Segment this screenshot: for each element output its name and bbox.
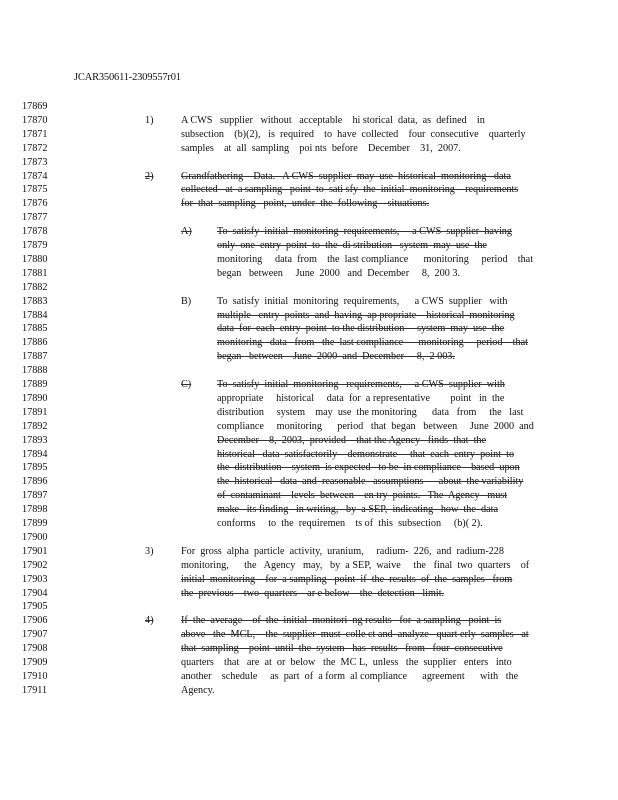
line-text: quarters that are at or below the MC L, unless the supplier enters into xyxy=(181,657,512,668)
line-text: December 8, 2003, provided that the Agency finds that the xyxy=(217,434,487,446)
document-line xyxy=(0,142,618,156)
line-text: monitoring data from the last compliance monitoring period that xyxy=(217,337,528,349)
line-number: 17874 xyxy=(22,170,48,182)
line-text: multiple entry points and having ap propriate historical monitoring xyxy=(217,309,515,321)
line-text: compliance monitoring period that began between June 2000 and xyxy=(217,420,534,432)
line-number: 17895 xyxy=(22,462,48,474)
document-line xyxy=(0,434,618,448)
line-text: If the average of the initial monitori ng results for a sampling point is xyxy=(181,615,502,627)
document-line xyxy=(0,197,618,211)
line-text: of contaminant levels between en try points. The Agency must xyxy=(217,490,508,502)
line-number: 17901 xyxy=(22,545,48,557)
line-text: above the MCL, the supplier must colle ct and analyze quart erly samples at xyxy=(181,629,529,641)
line-number: 17909 xyxy=(22,657,48,668)
line-number: 17894 xyxy=(22,448,48,460)
line-text: To satisfy initial monitoring requirements, a CWS supplier having xyxy=(217,226,512,238)
list-marker: 2) xyxy=(145,170,154,182)
line-number: 17886 xyxy=(22,337,48,349)
line-number: 17910 xyxy=(22,670,48,682)
document-line xyxy=(0,489,618,503)
document-line xyxy=(0,587,618,601)
document-line xyxy=(0,100,618,114)
document-line xyxy=(0,642,618,656)
document-line xyxy=(0,614,618,628)
line-number: 17876 xyxy=(22,198,48,210)
line-text: the historical data and reasonable assumptions about the variability xyxy=(217,476,524,488)
line-text: Agency. xyxy=(181,684,215,696)
line-number: 17877 xyxy=(22,212,48,224)
document-line xyxy=(0,448,618,462)
line-number: 17890 xyxy=(22,392,48,404)
line-text: that sampling point until the system has results from four consecutive xyxy=(181,643,503,655)
document-line xyxy=(0,211,618,225)
line-text: began between June 2000 and December 8, 2 003. xyxy=(217,351,455,363)
document-header-id: JCAR350611-2309557r01 xyxy=(74,72,181,83)
line-number: 17885 xyxy=(22,323,48,335)
line-number: 17898 xyxy=(22,504,48,516)
document-line xyxy=(0,281,618,295)
line-number: 17872 xyxy=(22,142,48,154)
line-text: To satisfy initial monitoring requirements, a CWS supplier with xyxy=(217,295,508,307)
line-text: appropriate historical data for a representative point in the xyxy=(217,392,505,404)
line-text: distribution system may use the monitoring data from the last xyxy=(217,406,524,418)
line-number: 17869 xyxy=(22,101,48,112)
line-text: monitoring data from the last compliance monitoring period that xyxy=(217,253,534,265)
document-line xyxy=(0,684,618,698)
line-text: another schedule as part of a form al compliance agreement with the xyxy=(181,670,519,682)
document-line xyxy=(0,600,618,614)
document-line xyxy=(0,170,618,184)
line-text: A CWS supplier without acceptable hi storical data, as defined in xyxy=(181,114,485,126)
document-line xyxy=(0,420,618,434)
line-number: 17875 xyxy=(22,184,48,196)
document-line xyxy=(0,656,618,670)
document-line xyxy=(0,239,618,253)
line-text: Grandfathering Data. A CWS supplier may use historical monitoring data xyxy=(181,170,511,182)
document-line xyxy=(0,573,618,587)
document-line xyxy=(0,295,618,309)
line-text: only one entry point to the di stribution system may use the xyxy=(217,240,487,251)
document-line xyxy=(0,156,618,170)
line-number: 17907 xyxy=(22,629,48,641)
document-line xyxy=(0,253,618,267)
document-line xyxy=(0,322,618,336)
line-number: 17880 xyxy=(22,253,48,265)
line-text: the distribution system is expected to be in compliance based upon xyxy=(217,462,520,474)
line-number: 17871 xyxy=(22,128,48,140)
document-line xyxy=(0,350,618,364)
list-marker: A) xyxy=(181,226,192,238)
line-number: 17878 xyxy=(22,226,48,238)
line-text: samples at all sampling poi nts before December 31, 2007. xyxy=(181,142,461,154)
line-number: 17889 xyxy=(22,379,48,390)
line-number: 17881 xyxy=(22,267,48,279)
line-number: 17870 xyxy=(22,114,48,126)
line-number: 17873 xyxy=(22,156,48,168)
line-text: the previous two quarters ar e below the detection limit. xyxy=(181,587,445,599)
document-line xyxy=(0,461,618,475)
document-line xyxy=(0,225,618,239)
line-text: data for each entry point to the distribution system may use the xyxy=(217,323,505,335)
document-line xyxy=(0,183,618,197)
line-text: For gross alpha particle activity, uranium, radium- 226, and radium-228 xyxy=(181,545,504,557)
line-text: historical data satisfactorily demonstrate that each entry point to xyxy=(217,448,515,460)
line-text: To satisfy initial monitoring requirements, a CWS supplier with xyxy=(217,379,505,390)
line-text: conforms to the requiremen ts of this subsection (b)( 2). xyxy=(217,518,483,529)
line-number: 17879 xyxy=(22,240,48,251)
line-number: 17911 xyxy=(22,684,48,696)
document-line xyxy=(0,475,618,489)
document-line xyxy=(0,517,618,531)
line-number: 17887 xyxy=(22,351,48,363)
line-number: 17893 xyxy=(22,434,48,446)
line-number: 17897 xyxy=(22,490,48,502)
document-line xyxy=(0,378,618,392)
line-number: 17904 xyxy=(22,587,48,599)
line-number: 17896 xyxy=(22,476,48,488)
line-number: 17883 xyxy=(22,295,48,307)
line-text: for that sampling point, under the following situations. xyxy=(181,198,430,210)
document-line xyxy=(0,406,618,420)
line-number: 17905 xyxy=(22,601,48,613)
line-number: 17884 xyxy=(22,309,48,321)
line-number: 17902 xyxy=(22,559,48,571)
line-text: collected at a sampling point to sati sfy the initial monitoring requirements xyxy=(181,184,519,196)
document-line xyxy=(0,628,618,642)
document-line xyxy=(0,503,618,517)
line-number: 17906 xyxy=(22,615,48,627)
line-text: subsection (b)(2), is required to have collected four consecutive quarterly xyxy=(181,128,526,140)
list-marker: 1) xyxy=(145,114,154,126)
line-number: 17888 xyxy=(22,365,48,377)
document-line xyxy=(0,309,618,323)
document-line xyxy=(0,128,618,142)
document-line xyxy=(0,545,618,559)
line-text: initial monitoring for a sampling point if the results of the samples from xyxy=(181,573,513,585)
document-line xyxy=(0,559,618,573)
document-line xyxy=(0,670,618,684)
document-line xyxy=(0,114,618,128)
line-number: 17903 xyxy=(22,573,48,585)
line-number: 17892 xyxy=(22,420,48,432)
line-number: 17882 xyxy=(22,281,48,293)
document-line xyxy=(0,531,618,545)
document-line xyxy=(0,392,618,406)
list-marker: B) xyxy=(181,295,192,307)
list-marker: 4) xyxy=(145,615,154,627)
list-marker: C) xyxy=(181,379,192,390)
line-text: make its finding in writing, by a SEP, indicating how the data xyxy=(217,504,498,516)
document-line xyxy=(0,364,618,378)
document-line xyxy=(0,336,618,350)
list-marker: 3) xyxy=(145,545,154,557)
line-text: monitoring, the Agency may, by a SEP, waive the final two quarters of xyxy=(181,559,530,571)
line-number: 17908 xyxy=(22,643,48,655)
line-number: 17891 xyxy=(22,406,48,418)
line-text: began between June 2000 and December 8, 200 3. xyxy=(217,267,461,279)
line-number: 17900 xyxy=(22,531,48,543)
line-number: 17899 xyxy=(22,518,48,529)
document-line xyxy=(0,267,618,281)
